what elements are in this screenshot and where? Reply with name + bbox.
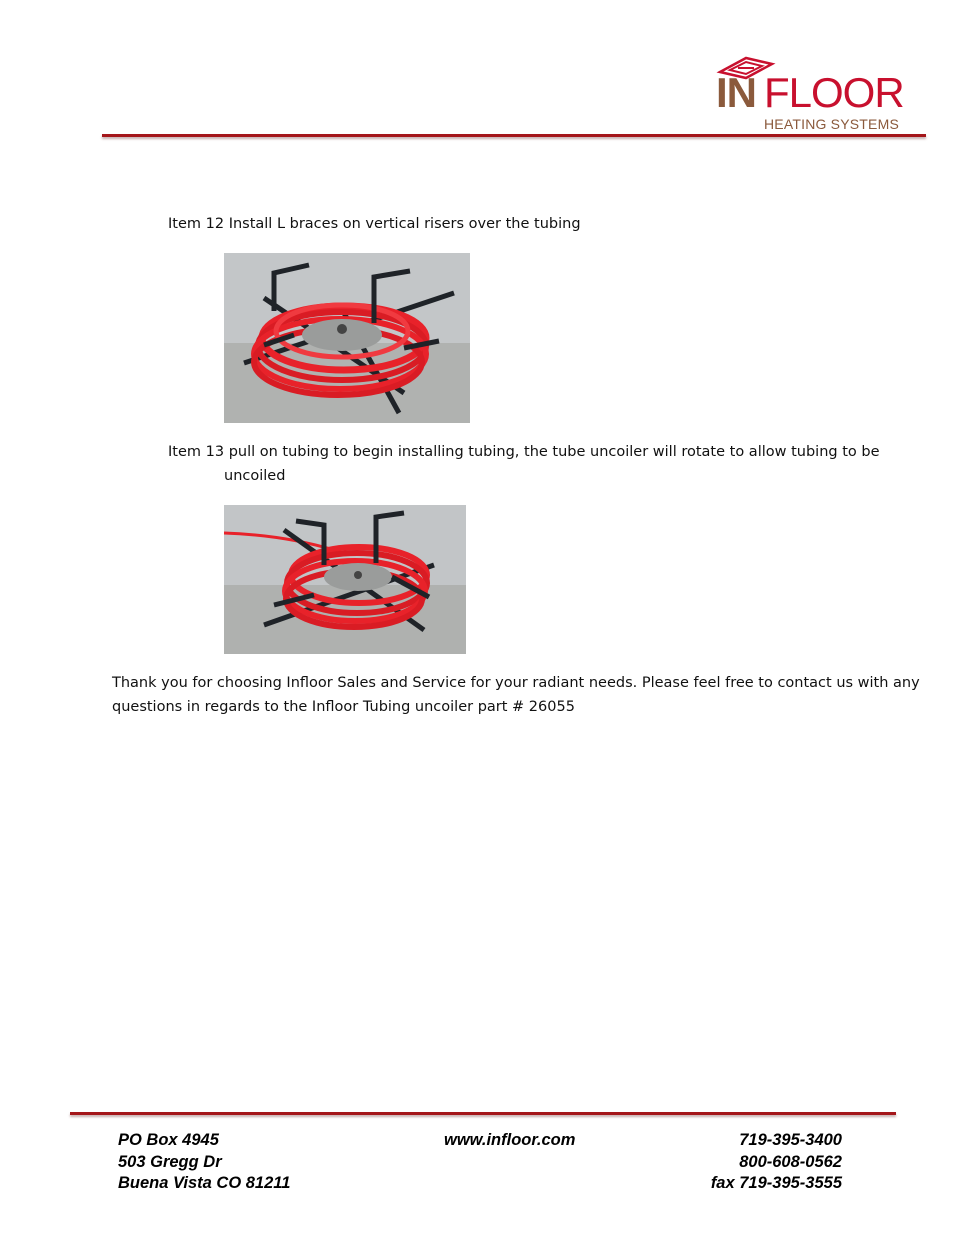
phone-main[interactable]: 719-395-3400 — [739, 1131, 842, 1149]
closing-line2: questions in regards to the Infloor Tubing uncoiler part # 26055 — [112, 699, 575, 715]
phone-tollfree[interactable]: 800-608-0562 — [739, 1152, 842, 1171]
footer-address — [118, 1130, 290, 1195]
phone-fax: fax 719-395-3555 — [710, 1174, 842, 1192]
website-link[interactable]: www.infloor.com — [444, 1131, 576, 1149]
closing-line1: Thank you for choosing Infloor Sales and Service for your radiant needs. Please feel free to contact us with any — [112, 675, 920, 691]
header-rule — [102, 134, 926, 137]
address-street: 503 Gregg Dr — [118, 1152, 222, 1171]
footer-rule — [70, 1112, 896, 1115]
step-12-label: Item 12 — [168, 216, 225, 232]
uncoiler-photo-uncoiling — [224, 505, 466, 654]
address-city: Buena Vista CO 81211 — [118, 1174, 291, 1192]
uncoiler-illustration-2 — [224, 505, 466, 654]
step-13-text: pull on tubing to begin installing tubing, the tube uncoiler will rotate to allow tubing to be — [228, 444, 880, 460]
step-13-label: Item 13 — [168, 444, 225, 460]
logo-floor: FLOOR — [764, 69, 904, 116]
step-12-text: Install L braces on vertical risers over the tubing — [228, 216, 581, 232]
footer-phones — [600, 1130, 842, 1195]
logo-tagline: HEATING SYSTEMS — [764, 116, 899, 132]
logo-in: IN — [716, 69, 756, 116]
uncoiler-photo-braces — [224, 253, 470, 423]
step-13-line1 — [168, 440, 880, 464]
step-13-line2: uncoiled — [224, 468, 286, 484]
address-po-box: PO Box 4945 — [118, 1131, 219, 1149]
step-12 — [168, 212, 581, 236]
uncoiler-illustration-1 — [224, 253, 470, 423]
